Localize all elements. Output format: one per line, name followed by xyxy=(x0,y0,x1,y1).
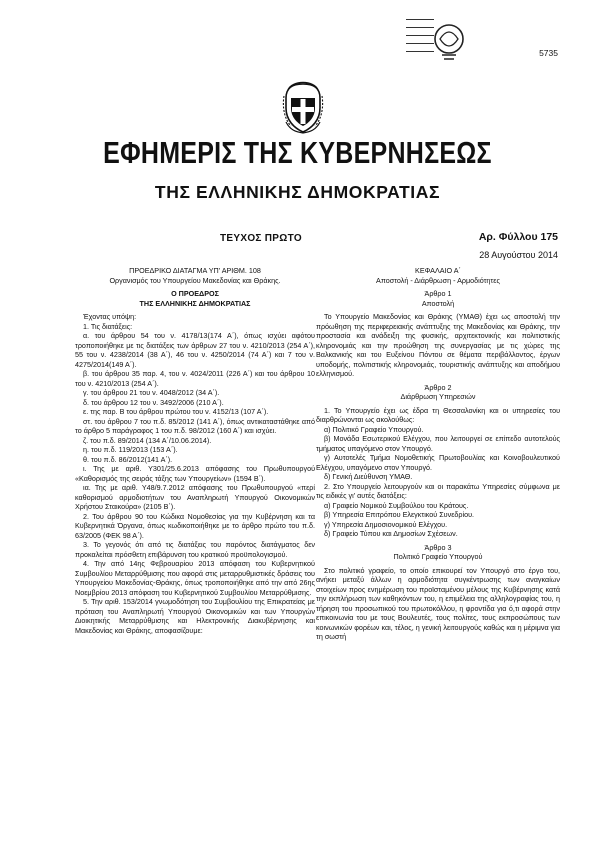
article-title: Αποστολή xyxy=(421,298,455,308)
list-item: α) Γραφείο Νομικού Συμβούλου του Κράτους. xyxy=(324,500,469,510)
paragraph: ε. της παρ. Β του άρθρου πρώτου του ν. 4152/13 (107 Α΄). xyxy=(83,407,269,416)
paragraph: γ. του άρθρου 21 του ν. 4048/2012 (34 Α΄). xyxy=(83,388,220,397)
article-heading: Άρθρο 3 xyxy=(424,542,452,552)
paragraph: 2. Του άρθρου 90 του Κώδικα Νομοθεσίας για την Κυβέρνηση και τα Κυβερνητικά Όργανα, όπως κωδικοποιήθηκε με το άρθρο πρώτο του π.δ. 63/2005 (ΦΕΚ 98 Α΄). xyxy=(75,511,315,540)
issue-series: ΤΕΥΧΟΣ ΠΡΩΤΟ xyxy=(220,233,302,244)
paragraph: δ. του άρθρου 12 του ν. 3492/2006 (210 Α΄). xyxy=(83,397,224,407)
republic-heading: ΤΗΣ ΕΛΛΗΝΙΚΗΣ ΔΗΜΟΚΡΑΤΙΑΣ xyxy=(139,298,251,308)
paragraph: 1. Τις διατάξεις: xyxy=(83,321,133,331)
right-column xyxy=(316,266,560,642)
issue-date: 28 Αυγούστου 2014 xyxy=(479,250,558,260)
paragraph: 4. Την από 14ης Φεβρουαρίου 2013 απόφαση του Κυβερνητικού Συμβουλίου Μεταρρύθμισης που αφορά στις μεταρρυθμιστικές δράσεις του Υπουργείου Μακεδονίας-Θράκης, όπως τροποποιήθηκε από την από 26ης Νοεμβρίου 2013 απόφαση του Κυβερνητικού Συμβουλίου Μεταρρύθμισης. xyxy=(75,559,315,597)
list-item: δ) Γραφείο Τύπου και Δημοσίων Σχέσεων. xyxy=(324,529,458,538)
paragraph: η. του π.δ. 119/2013 (153 Α΄). xyxy=(83,445,178,454)
paragraph: Το Υπουργείο Μακεδονίας και Θράκης (ΥΜΑΘ) έχει ως αποστολή την πρόωθηση της περιφερειακής ανάπτυξης της Μακεδονίας και Θράκης, την προστασία και ανάδειξη της φυσικής, αρχιτεκτονικής και πολιτιστικής κληρονομιάς και την προώθηση της συνεργασίας με τις χώρες της Βαλκανικής και του Ευξείνου Πόντου σε θέματα περιβάλλοντος, έργων υποδομής, πολιτιστικής κληρονομιάς, τουριστικής ανάπτυξης και αποδήμου ελληνισμού. xyxy=(316,312,560,378)
paragraph: Στο πολιτικό γραφείο, το οποίο επικουρεί τον Υπουργό στο έργο του, ανήκει μεταξύ άλλων η αρμοδιότητα συγκέντρωσης των αναγκαίων στοιχείων προς ενημέρωση του προϊσταμένου μέλους της Κυβέρνησης κατά την εκπλήρωση των καθηκόντων του, η επιμέλεια της αλληλογραφίας του, η τήρηση του προσωπικού του πρωτοκόλλου, η φροντίδα για ό,τι αφορά στην επικοινωνία του με τους Βουλευτές, τους πολίτες, τους εκπροσώπους των κοινωνικών φορέων και, τέλος, η γενική λειτουργούς καθώς και η μέριμνα για τη σωστή xyxy=(316,565,560,641)
list-item: β) Υπηρεσία Επιτρόπου Ελεγκτικού Συνεδρίου. xyxy=(324,510,475,519)
page-number: 5735 xyxy=(539,48,558,58)
list-item: δ) Γενική Διεύθυνση ΥΜΑΘ. xyxy=(324,472,413,481)
list-item: β) Μονάδα Εσωτερικού Ελέγχου, που λειτουργεί σε επίπεδο αυτοτελούς τμήματος υπαγόμενο στον Υπουργό. xyxy=(316,434,560,453)
paragraph: Έχοντας υπόψη: xyxy=(83,312,137,321)
article-heading: Άρθρο 2 xyxy=(424,382,452,392)
article-title: Διάρθρωση Υπηρεσιών xyxy=(400,392,476,401)
article-title: Πολιτικό Γραφείο Υπουργού xyxy=(393,552,483,561)
paragraph: 5. Την αριθ. 153/2014 γνωμοδότηση του Συμβουλίου της Επικρατείας με πρόταση του Αναπληρωτή Υπουργού Οικονομικών και των Υπουργών Διοικητικής Μεταρρύθμισης και Ηλεκτρονικής Διακυβέρνησης και Μακεδονίας και Θράκης, αποφασίζουμε: xyxy=(75,597,315,635)
paragraph: 3. Το γεγονός ότι από τις διατάξεις του παρόντος διατάγματος δεν προκαλείται πρόσθετη επιβάρυνση του κρατικού προϋπολογισμού. xyxy=(75,540,315,559)
gazette-title: ΕΦΗΜΕΡΙΣ ΤΗΣ ΚΥΒΕΡΝΗΣΕΩΣ xyxy=(103,136,492,170)
list-item: γ) Αυτοτελές Τμήμα Νομοθετικής Πρωτοβουλίας και Κοινοβουλευτικού Ελέγχου, υπαγόμενο στον Υπουργό. xyxy=(316,453,560,472)
paragraph: β. του άρθρου 35 παρ. 4, του ν. 4024/2011 (226 Α΄) και του άρθρου 10 του ν. 4210/2013 (254 Α΄). xyxy=(75,369,315,388)
seal-icon xyxy=(432,17,466,63)
decree-heading: ΠΡΟΕΔΡΙΚΟ ΔΙΑΤΑΓΜΑ ΥΠ' ΑΡΙΘΜ. 108 xyxy=(129,266,261,275)
president-heading: Ο ΠΡΟΕΔΡΟΣ xyxy=(171,289,219,298)
gazette-subtitle: ΤΗΣ ΕΛΛΗΝΙΚΗΣ ΔΗΜΟΚΡΑΤΙΑΣ xyxy=(154,182,441,202)
paragraph: ζ. του π.δ. 89/2014 (134 Α΄/10.06.2014). xyxy=(83,435,212,445)
list-item: α) Πολιτικό Γραφείο Υπουργού. xyxy=(324,424,424,434)
paragraph: θ. του π.δ. 86/2012(141 Α΄). xyxy=(83,454,173,464)
paragraph: ια. Της με αριθ. Υ48/9.7.2012 απόφασης του Πρωθυπουργού «περί καθορισμού αρμοδιοτήτων του Αναπληρωτή Υπουργού Οικονομικών Χρήστου Σταικούρα» (2105 Β΄). xyxy=(75,483,315,511)
paragraph: ι. Της με αριθ. Υ301/25.6.2013 απόφασης του Πρωθυπουργού «Καθορισμός της σειράς τάξης των Υπουργείων» (1594 Β΄). xyxy=(75,464,315,483)
sheet-number: Αρ. Φύλλου 175 xyxy=(478,231,558,243)
greek-coat-of-arms-icon xyxy=(282,78,324,134)
paragraph: 1. Το Υπουργείο έχει ως έδρα τη Θεσσαλονίκη και οι υπηρεσίες του διαρθρώνονται ως ακολούθως: xyxy=(316,405,560,424)
decree-subject: Οργανισμός του Υπουργείου Μακεδονίας και Θράκης. xyxy=(109,275,281,285)
list-item: γ) Υπηρεσία Δημοσιονομικού Ελέγχου. xyxy=(324,519,448,529)
left-column xyxy=(75,266,315,635)
printing-office-seal xyxy=(406,17,468,73)
chapter-title: Αποστολή - Διάρθρωση - Αρμοδιότητες xyxy=(376,275,500,285)
article-heading: Άρθρο 1 xyxy=(424,289,452,298)
paragraph: α. του άρθρου 54 του ν. 4178/13(174 Α΄), όπως ισχύει αφότου τροποποιήθηκε με τις διατάξεις των άρθρων 27 του ν. 4210/2013 (254 Α΄), 55 του ν. 4238/2014 (38 Α΄), 46 του ν. 4250/2014 (74 Α΄) και 7 του ν. 4275/2014(149 Α΄). xyxy=(75,331,315,369)
paragraph: 2. Στο Υπουργείο λειτουργούν και οι παρακάτω Υπηρεσίες σύμφωνα με τις ειδικές γι' αυτές διατάξεις: xyxy=(316,481,560,500)
chapter-heading: ΚΕΦΑΛΑΙΟ Α΄ xyxy=(415,266,461,275)
paragraph: στ. του άρθρου 7 του π.δ. 85/2012 (141 Α΄), όπως αντικαταστάθηκε από το άρθρο 5 παράγραφος 1 του π.δ. 98/2012 (160 Α΄) και ισχύει. xyxy=(75,416,315,435)
